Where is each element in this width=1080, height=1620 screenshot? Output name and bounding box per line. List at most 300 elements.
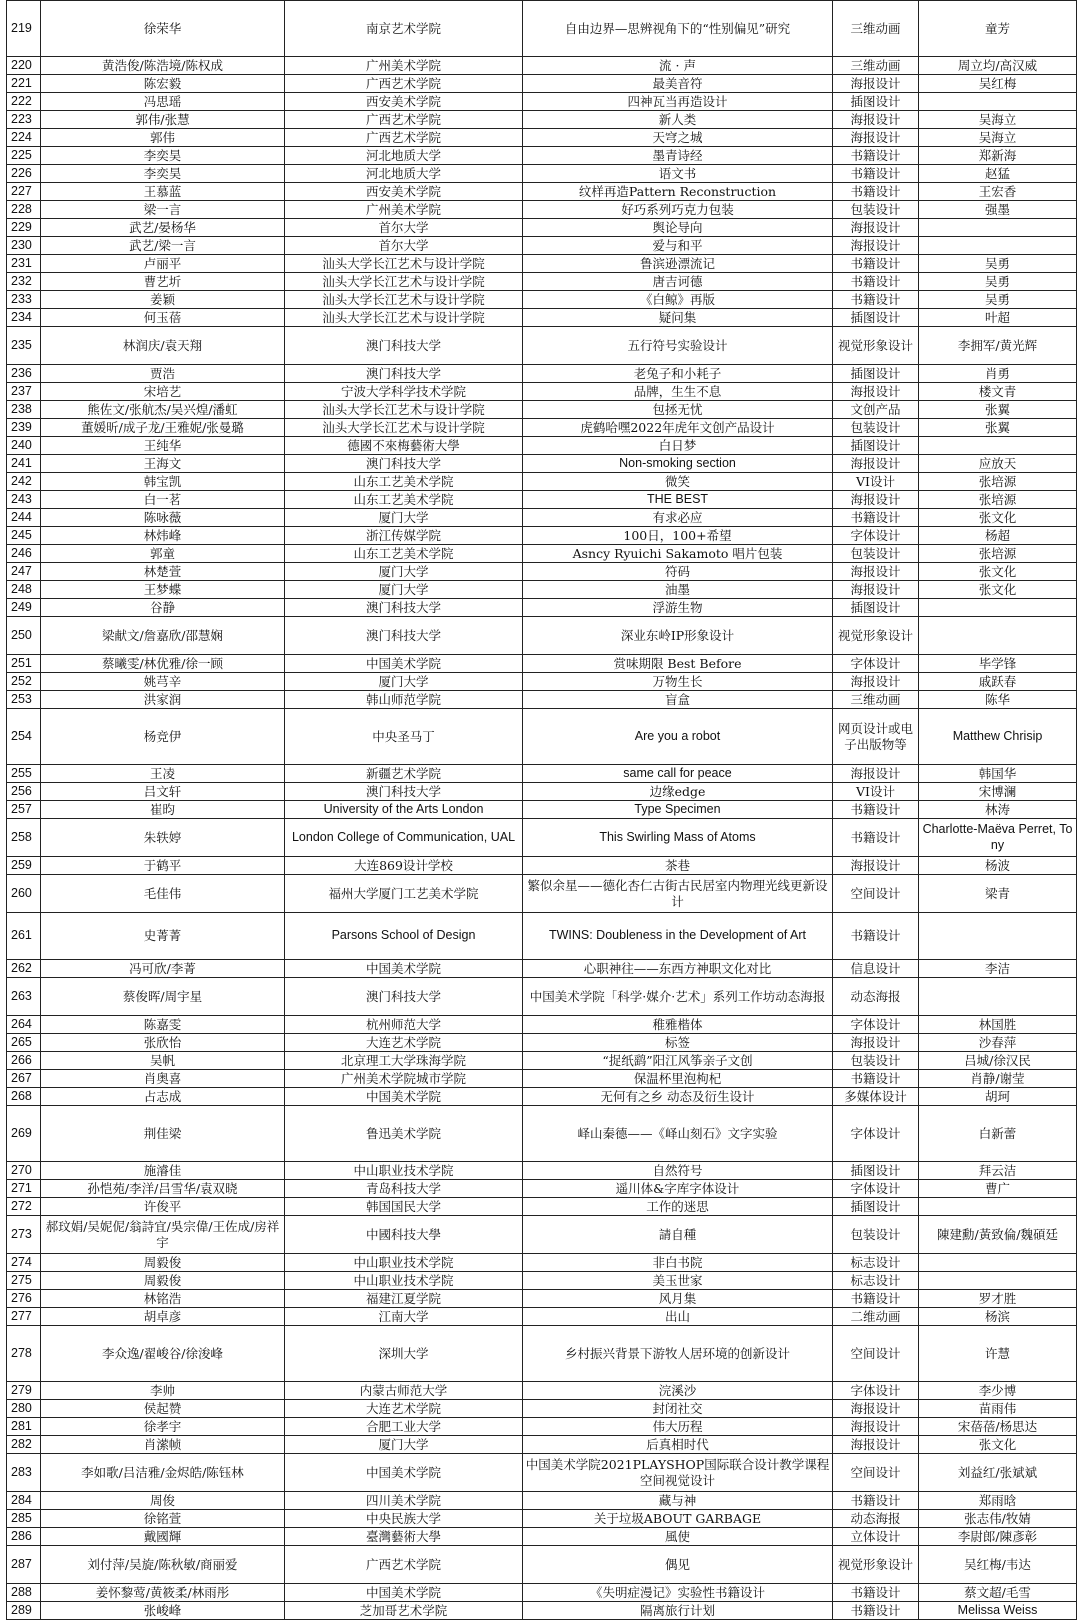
advisor-cell: 刘益红/张斌斌 (919, 1454, 1077, 1492)
title-cell: 浮游生物 (523, 599, 833, 617)
author-cell: 姚芎辛 (41, 673, 285, 691)
author-cell: 孙恺苑/李洋/吕雪华/袁双晓 (41, 1180, 285, 1198)
title-cell: 赏味期限 Best Before (523, 655, 833, 673)
number-cell: 229 (7, 219, 41, 237)
advisor-cell: 吴勇 (919, 255, 1077, 273)
number-cell: 280 (7, 1400, 41, 1418)
number-cell: 234 (7, 309, 41, 327)
category-cell: 书籍设计 (833, 255, 919, 273)
advisor-cell: 郑新海 (919, 147, 1077, 165)
advisor-cell: 吴勇 (919, 273, 1077, 291)
school-cell: 四川美术学院 (285, 1492, 523, 1510)
school-cell: 澳门科技大学 (285, 365, 523, 383)
category-cell: 插图设计 (833, 599, 919, 617)
category-cell: 海报设计 (833, 219, 919, 237)
advisor-cell: 吴勇 (919, 291, 1077, 309)
title-cell: 爱与和平 (523, 237, 833, 255)
author-cell: 王慕蓝 (41, 183, 285, 201)
table-row (7, 111, 1077, 129)
table-row (7, 545, 1077, 563)
title-cell: 稚雅楷体 (523, 1016, 833, 1034)
category-cell: 字体设计 (833, 1180, 919, 1198)
table-row (7, 691, 1077, 709)
table-row (7, 857, 1077, 875)
school-cell: 河北地质大学 (285, 147, 523, 165)
school-cell: 厦门大学 (285, 581, 523, 599)
title-cell: 品牌，生生不息 (523, 383, 833, 401)
number-cell: 240 (7, 437, 41, 455)
number-cell: 236 (7, 365, 41, 383)
category-cell: 书籍设计 (833, 913, 919, 960)
advisor-cell: 曹广 (919, 1180, 1077, 1198)
title-cell: 纹样再造Pattern Reconstruction (523, 183, 833, 201)
title-cell: 心职神往——东西方神职文化对比 (523, 960, 833, 978)
table-row (7, 709, 1077, 765)
table-row (7, 1492, 1077, 1510)
category-cell: 三维动画 (833, 1, 919, 57)
school-cell: 江南大学 (285, 1308, 523, 1326)
advisor-cell: Melissa Weiss (919, 1602, 1077, 1620)
advisor-cell: 张志伟/牧婧 (919, 1510, 1077, 1528)
school-cell: 首尔大学 (285, 237, 523, 255)
school-cell: 西安美术学院 (285, 183, 523, 201)
title-cell: Are you a robot (523, 709, 833, 765)
number-cell: 237 (7, 383, 41, 401)
category-cell: 字体设计 (833, 1382, 919, 1400)
author-cell: 武艺/晏杨华 (41, 219, 285, 237)
school-cell: 澳门科技大学 (285, 327, 523, 365)
school-cell: 浙江传媒学院 (285, 527, 523, 545)
number-cell: 232 (7, 273, 41, 291)
number-cell: 267 (7, 1070, 41, 1088)
number-cell: 268 (7, 1088, 41, 1106)
table-row (7, 1106, 1077, 1162)
author-cell: 蔡曦雯/林优雅/徐一顾 (41, 655, 285, 673)
school-cell: Parsons School of Design (285, 913, 523, 960)
title-cell: 有求必应 (523, 509, 833, 527)
school-cell: 中山职业技术学院 (285, 1254, 523, 1272)
author-cell: 梁献文/詹嘉欣/邵慧娴 (41, 617, 285, 655)
category-cell: 字体设计 (833, 527, 919, 545)
number-cell: 262 (7, 960, 41, 978)
title-cell: 中国美术学院「科学·媒介·艺术」系列工作坊动态海报 (523, 978, 833, 1016)
title-cell: 美玉世家 (523, 1272, 833, 1290)
category-cell: 海报设计 (833, 765, 919, 783)
author-cell: 林润庆/袁天翔 (41, 327, 285, 365)
table-row (7, 237, 1077, 255)
title-cell: same call for peace (523, 765, 833, 783)
author-cell: 王凌 (41, 765, 285, 783)
advisor-cell: 杨滨 (919, 1308, 1077, 1326)
author-cell: 胡卓彦 (41, 1308, 285, 1326)
table-row (7, 1528, 1077, 1546)
category-cell: 空间设计 (833, 875, 919, 913)
category-cell: 书籍设计 (833, 801, 919, 819)
advisor-cell: Charlotte-Maëva Perret, Tony (919, 819, 1077, 857)
advisor-cell: 童芳 (919, 1, 1077, 57)
number-cell: 282 (7, 1436, 41, 1454)
table-row (7, 1400, 1077, 1418)
title-cell: 四神瓦当再造设计 (523, 93, 833, 111)
advisor-cell: 张文化 (919, 563, 1077, 581)
author-cell: 周俊 (41, 1492, 285, 1510)
category-cell: 空间设计 (833, 1454, 919, 1492)
school-cell: 鲁迅美术学院 (285, 1106, 523, 1162)
school-cell: 汕头大学长江艺术与设计学院 (285, 401, 523, 419)
advisor-cell: Matthew Chrisip (919, 709, 1077, 765)
school-cell: 中國科技大學 (285, 1216, 523, 1254)
author-cell: 贾浩 (41, 365, 285, 383)
author-cell: 董媛昕/成子龙/王雅妮/张曼璐 (41, 419, 285, 437)
number-cell: 260 (7, 875, 41, 913)
author-cell: 肖奥喜 (41, 1070, 285, 1088)
table-row (7, 1326, 1077, 1382)
advisor-cell: 苗雨伟 (919, 1400, 1077, 1418)
title-cell: 流 · 声 (523, 57, 833, 75)
author-cell: 蔡俊晖/周宇星 (41, 978, 285, 1016)
advisor-cell (919, 93, 1077, 111)
number-cell: 224 (7, 129, 41, 147)
category-cell: 立体设计 (833, 1528, 919, 1546)
advisor-cell: 吴红梅/韦达 (919, 1546, 1077, 1584)
number-cell: 265 (7, 1034, 41, 1052)
advisor-cell: 肖静/谢莹 (919, 1070, 1077, 1088)
title-cell: 深业东岭IP形象设计 (523, 617, 833, 655)
table-row (7, 1180, 1077, 1198)
title-cell: 万物生长 (523, 673, 833, 691)
table-row (7, 473, 1077, 491)
number-cell: 256 (7, 783, 41, 801)
table-row (7, 801, 1077, 819)
school-cell: 首尔大学 (285, 219, 523, 237)
category-cell: 动态海报 (833, 978, 919, 1016)
number-cell: 261 (7, 913, 41, 960)
advisor-cell: 胡珂 (919, 1088, 1077, 1106)
number-cell: 264 (7, 1016, 41, 1034)
title-cell: 乡村振兴背景下游牧人居环境的创新设计 (523, 1326, 833, 1382)
title-cell: 唐吉诃德 (523, 273, 833, 291)
school-cell: 山东工艺美术学院 (285, 491, 523, 509)
number-cell: 222 (7, 93, 41, 111)
table-row (7, 1454, 1077, 1492)
advisor-cell (919, 913, 1077, 960)
category-cell: 书籍设计 (833, 165, 919, 183)
title-cell: 偶见 (523, 1546, 833, 1584)
school-cell: 芝加哥艺术学院 (285, 1602, 523, 1620)
school-cell: University of the Arts London (285, 801, 523, 819)
table-row (7, 617, 1077, 655)
category-cell: 插图设计 (833, 309, 919, 327)
author-cell: 李帅 (41, 1382, 285, 1400)
advisor-cell: 沙春萍 (919, 1034, 1077, 1052)
school-cell: 厦门大学 (285, 563, 523, 581)
table-row (7, 165, 1077, 183)
school-cell: 山东工艺美术学院 (285, 473, 523, 491)
advisor-cell (919, 1198, 1077, 1216)
advisor-cell (919, 437, 1077, 455)
title-cell: 白日梦 (523, 437, 833, 455)
advisor-cell: 应放天 (919, 455, 1077, 473)
author-cell: 陈宏毅 (41, 75, 285, 93)
table-row (7, 960, 1077, 978)
title-cell: 保温杯里泡枸杞 (523, 1070, 833, 1088)
school-cell: 汕头大学长江艺术与设计学院 (285, 273, 523, 291)
table-row (7, 673, 1077, 691)
advisor-cell: 陳建勳/黃致倫/魏碩廷 (919, 1216, 1077, 1254)
number-cell: 259 (7, 857, 41, 875)
advisor-cell: 张翼 (919, 419, 1077, 437)
title-cell: 符码 (523, 563, 833, 581)
results-table-body (7, 1, 1077, 1620)
advisor-cell: 罗才胜 (919, 1290, 1077, 1308)
table-row (7, 219, 1077, 237)
school-cell: 汕头大学长江艺术与设计学院 (285, 309, 523, 327)
school-cell: 韩山师范学院 (285, 691, 523, 709)
advisor-cell: 张文化 (919, 509, 1077, 527)
author-cell: 林楚萱 (41, 563, 285, 581)
advisor-cell: 张培源 (919, 473, 1077, 491)
school-cell: 大连869设计学校 (285, 857, 523, 875)
number-cell: 275 (7, 1272, 41, 1290)
table-row (7, 383, 1077, 401)
author-cell: 于鹤平 (41, 857, 285, 875)
table-row (7, 1546, 1077, 1584)
number-cell: 279 (7, 1382, 41, 1400)
table-row (7, 527, 1077, 545)
category-cell: 海报设计 (833, 1400, 919, 1418)
table-row (7, 819, 1077, 857)
advisor-cell: 叶超 (919, 309, 1077, 327)
school-cell: 大连艺术学院 (285, 1034, 523, 1052)
table-row (7, 201, 1077, 219)
table-row (7, 1088, 1077, 1106)
author-cell: 郭伟/张慧 (41, 111, 285, 129)
title-cell: 最美音符 (523, 75, 833, 93)
number-cell: 225 (7, 147, 41, 165)
number-cell: 239 (7, 419, 41, 437)
author-cell: 周毅俊 (41, 1272, 285, 1290)
title-cell: “捉纸鹞”阳江风筝亲子文创 (523, 1052, 833, 1070)
category-cell: 书籍设计 (833, 819, 919, 857)
school-cell: 澳门科技大学 (285, 455, 523, 473)
author-cell: 林铭浩 (41, 1290, 285, 1308)
advisor-cell: 陈华 (919, 691, 1077, 709)
title-cell: 出山 (523, 1308, 833, 1326)
author-cell: 吴帆 (41, 1052, 285, 1070)
school-cell: 广西艺术学院 (285, 1546, 523, 1584)
number-cell: 242 (7, 473, 41, 491)
author-cell: 姜颖 (41, 291, 285, 309)
school-cell: 澳门科技大学 (285, 599, 523, 617)
title-cell: 封闭社交 (523, 1400, 833, 1418)
advisor-cell: 肖勇 (919, 365, 1077, 383)
category-cell: 书籍设计 (833, 147, 919, 165)
table-row (7, 255, 1077, 273)
number-cell: 230 (7, 237, 41, 255)
author-cell: 荆佳梁 (41, 1106, 285, 1162)
table-row (7, 273, 1077, 291)
title-cell: 《失明症漫记》实验性书籍设计 (523, 1584, 833, 1602)
title-cell: 隔离旅行计划 (523, 1602, 833, 1620)
number-cell: 227 (7, 183, 41, 201)
number-cell: 219 (7, 1, 41, 57)
category-cell: 视觉形象设计 (833, 327, 919, 365)
advisor-cell: 毕学锋 (919, 655, 1077, 673)
category-cell: 包装设计 (833, 1216, 919, 1254)
school-cell: 河北地质大学 (285, 165, 523, 183)
author-cell: 陈咏薇 (41, 509, 285, 527)
table-row (7, 1272, 1077, 1290)
table-row (7, 183, 1077, 201)
table-row (7, 1254, 1077, 1272)
title-cell: 《白鲸》再版 (523, 291, 833, 309)
results-table (6, 0, 1077, 1620)
title-cell: 100日，100+希望 (523, 527, 833, 545)
title-cell: 疑问集 (523, 309, 833, 327)
number-cell: 251 (7, 655, 41, 673)
advisor-cell: 杨超 (919, 527, 1077, 545)
number-cell: 220 (7, 57, 41, 75)
table-row (7, 327, 1077, 365)
school-cell: 福州大学厦门工艺美术学院 (285, 875, 523, 913)
title-cell: 新人类 (523, 111, 833, 129)
author-cell: 陈嘉雯 (41, 1016, 285, 1034)
title-cell: 風使 (523, 1528, 833, 1546)
school-cell: 宁波大学科学技术学院 (285, 383, 523, 401)
author-cell: 武艺/梁一言 (41, 237, 285, 255)
number-cell: 228 (7, 201, 41, 219)
category-cell: 插图设计 (833, 93, 919, 111)
category-cell: 包装设计 (833, 201, 919, 219)
author-cell: 姜怀黎莺/黄筱柔/林雨彤 (41, 1584, 285, 1602)
advisor-cell (919, 237, 1077, 255)
category-cell: 字体设计 (833, 1016, 919, 1034)
number-cell: 287 (7, 1546, 41, 1584)
advisor-cell (919, 599, 1077, 617)
number-cell: 266 (7, 1052, 41, 1070)
advisor-cell: 张培源 (919, 545, 1077, 563)
number-cell: 263 (7, 978, 41, 1016)
author-cell: 杨竞伊 (41, 709, 285, 765)
number-cell: 272 (7, 1198, 41, 1216)
author-cell: 郝玟娟/吴妮伲/翁詩宜/吳宗偉/王佐成/房祥宇 (41, 1216, 285, 1254)
school-cell: 大连艺术学院 (285, 1400, 523, 1418)
category-cell: 海报设计 (833, 673, 919, 691)
table-row (7, 1162, 1077, 1180)
category-cell: VI设计 (833, 473, 919, 491)
table-row (7, 1418, 1077, 1436)
author-cell: 冯思瑶 (41, 93, 285, 111)
category-cell: 包装设计 (833, 1052, 919, 1070)
advisor-cell: 赵猛 (919, 165, 1077, 183)
title-cell: 中国美术学院2021PLAYSHOP国际联合设计教学课程空间视觉设计 (523, 1454, 833, 1492)
number-cell: 235 (7, 327, 41, 365)
author-cell: 洪家润 (41, 691, 285, 709)
number-cell: 221 (7, 75, 41, 93)
author-cell: 毛佳伟 (41, 875, 285, 913)
number-cell: 241 (7, 455, 41, 473)
category-cell: 书籍设计 (833, 1602, 919, 1620)
category-cell: 标志设计 (833, 1272, 919, 1290)
title-cell: 盲盒 (523, 691, 833, 709)
title-cell: THE BEST (523, 491, 833, 509)
title-cell: 伟大历程 (523, 1418, 833, 1436)
category-cell: 网页设计或电子出版物等 (833, 709, 919, 765)
category-cell: 插图设计 (833, 365, 919, 383)
author-cell: 占志成 (41, 1088, 285, 1106)
advisor-cell: 杨波 (919, 857, 1077, 875)
school-cell: 山东工艺美术学院 (285, 545, 523, 563)
title-cell: 边缘edge (523, 783, 833, 801)
author-cell: 徐铭萱 (41, 1510, 285, 1528)
school-cell: 南京艺术学院 (285, 1, 523, 57)
school-cell: 中国美术学院 (285, 655, 523, 673)
school-cell: 合肥工业大学 (285, 1418, 523, 1436)
school-cell: 广西艺术学院 (285, 111, 523, 129)
table-row (7, 57, 1077, 75)
school-cell: 中国美术学院 (285, 1454, 523, 1492)
category-cell: 多媒体设计 (833, 1088, 919, 1106)
number-cell: 253 (7, 691, 41, 709)
number-cell: 285 (7, 1510, 41, 1528)
school-cell: 臺灣藝術大學 (285, 1528, 523, 1546)
title-cell: 舆论导向 (523, 219, 833, 237)
table-row (7, 365, 1077, 383)
table-row (7, 1016, 1077, 1034)
table-row (7, 978, 1077, 1016)
advisor-cell: 张文化 (919, 581, 1077, 599)
table-row (7, 491, 1077, 509)
category-cell: 二维动画 (833, 1308, 919, 1326)
category-cell: 海报设计 (833, 563, 919, 581)
number-cell: 223 (7, 111, 41, 129)
school-cell: 汕头大学长江艺术与设计学院 (285, 419, 523, 437)
title-cell: 老兔子和小耗子 (523, 365, 833, 383)
title-cell: 好巧系列巧克力包装 (523, 201, 833, 219)
author-cell: 曹艺圻 (41, 273, 285, 291)
author-cell: 周毅俊 (41, 1254, 285, 1272)
school-cell: London College of Communication, UAL (285, 819, 523, 857)
author-cell: 李众逸/翟峻谷/徐浚峰 (41, 1326, 285, 1382)
advisor-cell: 林国胜 (919, 1016, 1077, 1034)
author-cell: 王纯华 (41, 437, 285, 455)
category-cell: 视觉形象设计 (833, 1546, 919, 1584)
advisor-cell: 李洁 (919, 960, 1077, 978)
advisor-cell: 王宏香 (919, 183, 1077, 201)
title-cell: 墨青诗经 (523, 147, 833, 165)
advisor-cell: 许慧 (919, 1326, 1077, 1382)
school-cell: 厦门大学 (285, 673, 523, 691)
category-cell: 标志设计 (833, 1254, 919, 1272)
number-cell: 244 (7, 509, 41, 527)
number-cell: 274 (7, 1254, 41, 1272)
title-cell: 請自種 (523, 1216, 833, 1254)
author-cell: 梁一言 (41, 201, 285, 219)
table-row (7, 75, 1077, 93)
number-cell: 273 (7, 1216, 41, 1254)
category-cell: 书籍设计 (833, 1290, 919, 1308)
author-cell: 李奕昊 (41, 165, 285, 183)
title-cell: 自由边界—思辨视角下的“性别偏见”研究 (523, 1, 833, 57)
title-cell: 峄山秦德——《峄山刻石》文字实验 (523, 1106, 833, 1162)
author-cell: 韩宝凯 (41, 473, 285, 491)
title-cell: 语文书 (523, 165, 833, 183)
table-row (7, 147, 1077, 165)
school-cell: 广州美术学院 (285, 201, 523, 219)
school-cell: 韩国国民大学 (285, 1198, 523, 1216)
author-cell: 郭伟 (41, 129, 285, 147)
author-cell: 徐荣华 (41, 1, 285, 57)
